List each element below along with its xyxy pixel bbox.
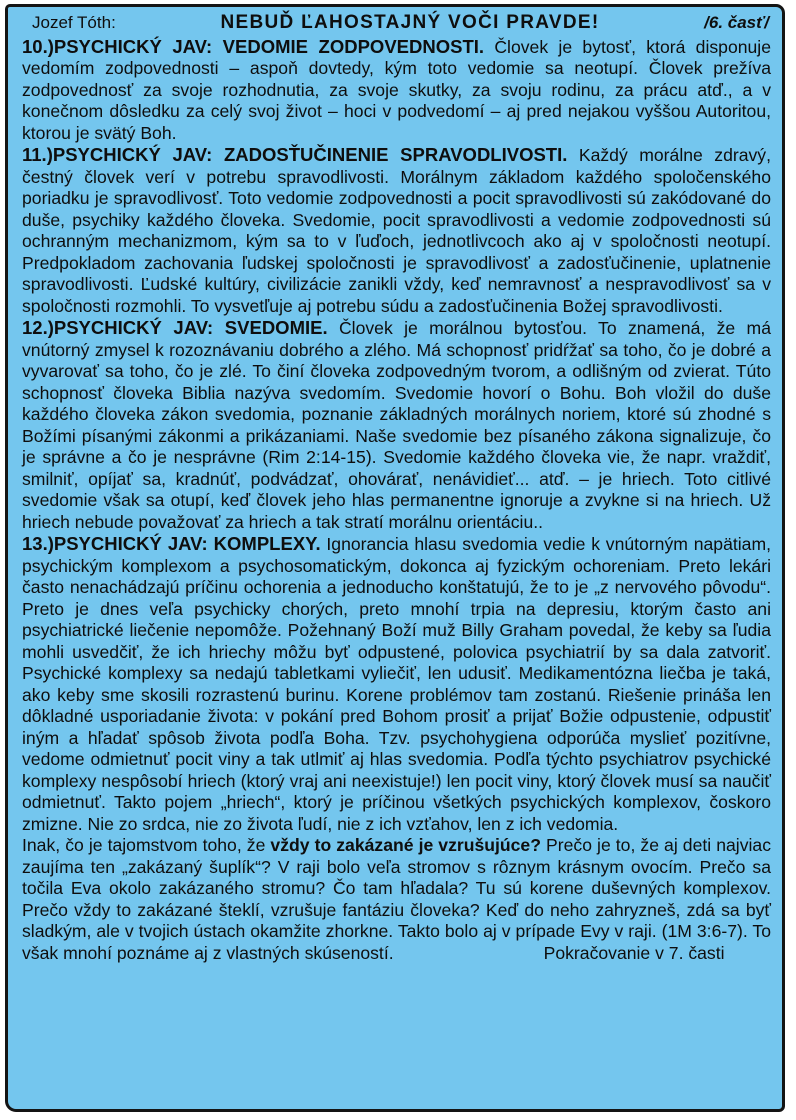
- part-number: /6. časť/: [704, 13, 769, 32]
- section-10: [22, 36, 771, 145]
- final-bold-question: vždy to zakázané je vzrušujúce?: [270, 835, 541, 855]
- section-text: Ignorancia hlasu svedomia vedie k vnútorným napätiam, psychickým komplexom a psychosomatickým, dokonca aj fyzickým ochoreniam. Preto lekári často nenachádzajú príčinu ochorenia a jednoducho konštatujú, že to je „z nervového pôvodu“. Preto je dnes veľa psychicky chorých, preto mnohí trpia na depresiu, ktorým často ani psychiatrické liečenie nepomôže. Požehnaný Boží muž Billy Graham povedal, že keby sa ľudia mohli usvedčiť, že ich hriechy môžu byť odpustené, polovica psychiatrií by sa dala zatvoriť. Psychické komplexy sa nedajú tabletkami vyliečiť, len udusiť. Medikamentózna liečba je taká, ako keby sme skosili rozrastenú burinu. Korene problémov tam zostanú. Riešenie prináša len dôkladné usporiadanie života: v pokání pred Bohom prosiť a prijať Božie odpustenie, odpustiť iným a hľadať spôsob života podľa Boha. Tzv. psychohygiena odporúča myslieť pozitívne, vedome odmietnuť pocit viny a tak utlmiť aj hlas svedomia. Podľa týchto psychiatrov psychické komplexy nespôsobí hriech (ktorý vraj ani neexistuje!) len pocit viny, ktorý človek musí sa naučiť odmietnuť. Takto pojem „hriech“, ktorý je príčinou všetkých psychických komplexov, čoskoro zmizne. Nie zo srdca, nie zo života ľudí, nie z ich vzťahov, len z ich vedomia.: [22, 534, 771, 834]
- article-header: [32, 12, 769, 34]
- continued-note: Pokračovanie v 7. časti: [543, 942, 725, 963]
- section-text: Človek je bytosť, ktorá disponuje vedomím zodpovednosti – aspoň dovtedy, kým toto vedomie sa neotupí. Človek prežíva zodpovednosť za svoje rozhodnutia, za svoje skutky, za svoju rodinu, za prácu atď., a v konečnom dôsledku za celý svoj život – hoci v podvedomí – aj pred nejakou vyššou Autoritou, ktorou je svätý Boh.: [22, 36, 771, 143]
- section-13: [22, 533, 771, 835]
- final-text-end: Prečo je to, že aj deti najviac zaujíma ten „zakázaný šuplík“? V raji bolo veľa stromov s rôznym krásnym ovocím. Prečo sa točila Eva okolo zakázaného stromu? Čo tam hľadala? Tu sú korene duševných komplexov. Prečo vždy to zakázané šteklí, vzrušuje fantáziu človeka? Keď do neho zahryzneš, zdá sa byť sladkým, ale v tvojich ústach okamžite zhorkne. Takto bolo aj v prípade Evy v raji. (1M 3:6-7). To však mnohí poznáme aj z vlastných skúseností.: [22, 835, 771, 963]
- article-panel: [5, 4, 785, 1112]
- section-12: [22, 317, 771, 533]
- section-heading: 11.)PSYCHICKÝ JAV: ZADOSŤUČINENIE SPRAVODLIVOSTI.: [22, 144, 568, 165]
- section-text: Každý morálne zdravý, čestný človek verí v potrebu spravodlivosti. Morálnym základom každého spoločenského poriadku je spravodlivosť. Toto vedomie zodpovednosti a pocit spravodlivosti sú zakódované do duše, psychiky každého človeka. Svedomie, pocit spravodlivosti a vedomie zodpovednosti sú ochranným mechanizmom, kým sa to v ľuďoch, jednotlivcoch ako aj v spoločnosti neotupí. Predpokladom zachovania ľudskej spoločnosti je spravodlivosť a zadosťučinenie, uplatnenie spravodlivosti. Ľudské kultúry, civilizácie zanikli vždy, keď nemravnosť a nespravodlivosť sa v spoločnosti rozmohli. To vysvetľuje aj potrebu súdu a zadosťučinenia Božej spravodlivosti.: [22, 145, 771, 316]
- final-text-start: Inak, čo je tajomstvom toho, že: [22, 835, 271, 855]
- article-title: NEBUĎ ĽAHOSTAJNÝ VOČI PRAVDE!: [220, 12, 600, 33]
- section-text: Človek je morálnou bytosťou. To znamená, že má vnútorný zmysel k rozoznávaniu dobrého a zlého. Má schopnosť pridŕžať sa toho, čo je dobré a vyvarovať sa toho, čo je zlé. To činí človeka zodpovedným tvorom, a odlišným od zvierat. Túto schopnosť človeka Biblia nazýva svedomím. Svedomie hovorí o Bohu. Boh vložil do duše každého človeka zákon svedomia, poznanie základných morálnych noriem, ktoré sú zhodné s Božími písanými zákonmi a prikázaniami. Naše svedomie bez písaného zákona signalizuje, čo je správne a čo je nesprávne (Rim 2:14-15). Svedomie každého človeka vie, že napr. vraždiť, smilniť, opíjať sa, kradnúť, podvádzať, ohovárať, nenávidieť... atď. – je hriech. Toto citlivé svedomie však sa otupí, keď človek jeho hlas permanentne ignoruje a zvykne si na hriech. Už hriech nebude považovať za hriech a tak stratí morálnu orientáciu..: [22, 318, 771, 532]
- author-name: Jozef Tóth:: [32, 13, 116, 32]
- section-heading: 12.)PSYCHICKÝ JAV: SVEDOMIE.: [22, 317, 328, 338]
- section-heading: 10.)PSYCHICKÝ JAV: VEDOMIE ZODPOVEDNOSTI.: [22, 35, 485, 57]
- final-paragraph: [22, 835, 771, 964]
- section-heading: 13.)PSYCHICKÝ JAV: KOMPLEXY.: [22, 533, 321, 554]
- section-11: [22, 144, 771, 317]
